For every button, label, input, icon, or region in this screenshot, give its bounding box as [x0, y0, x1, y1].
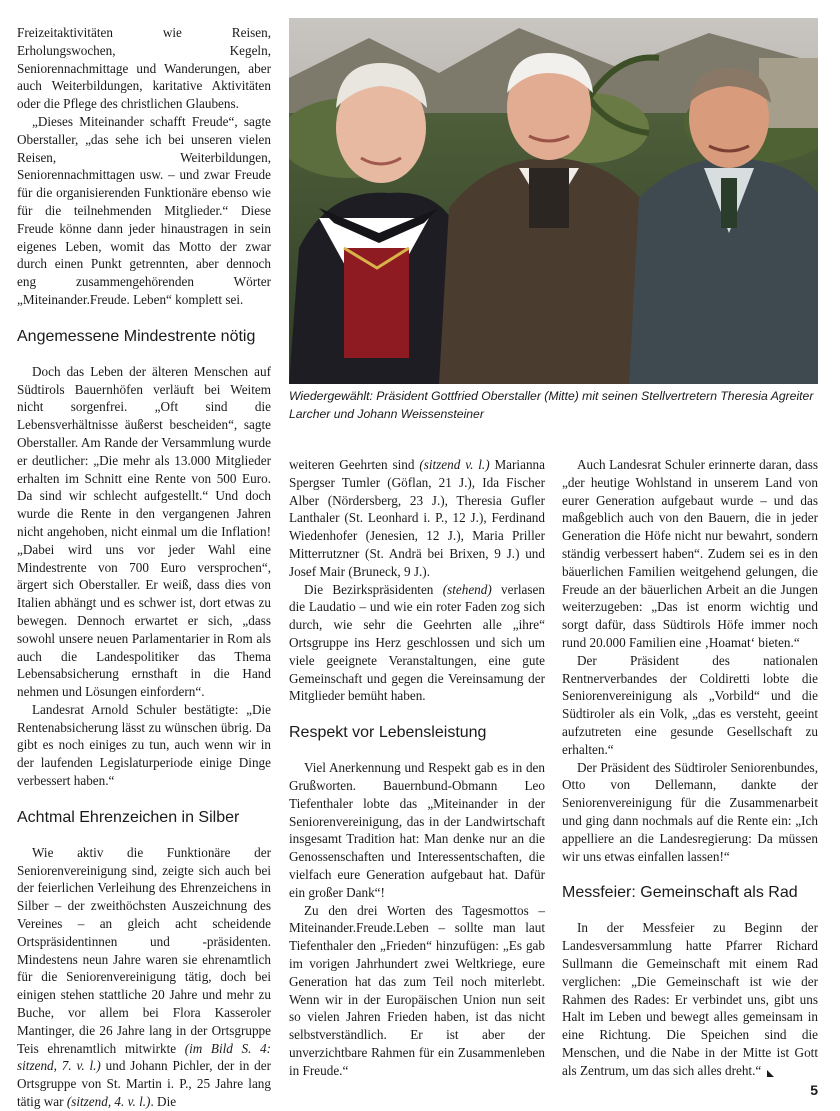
paragraph: Freizeitaktivitäten wie Reisen, Erholungswochen, Kegeln, Seniorennachmittage und Wanderungen, aber auch Weiterbildungen, karitative Aktivitäten oder die Pflege des christlichen Glaubens.: [17, 25, 271, 112]
paragraph: „Dieses Miteinander schafft Freude“, sagte Oberstaller, „das sehe ich bei unseren vielen Reisen, Weiterbildungen, Seniorennachmittagen usw. – und zwar Freude für die organisierenden Funktionäre ebenso wie für die teilnehmenden Mitglieder.“ Diese Freude könne dann jeder hinaustragen in sein eigenes Leben, womit das Motto der zwar durch einen Punkt getrennten, aber dennoch eng zusammengehörenden Wörter „Miteinander.Freude. Leben“ komplett sei.: [17, 113, 271, 307]
paragraph: [289, 456, 545, 581]
paragraph: Viel Anerkennung und Respekt gab es in den Grußworten. Bauernbund-Obmann Leo Tiefenthaler lobte das „Miteinander in der Seniorenvereinigung, das in der Landwirtschaft insgesamt Tradition hat: Man denke nur an die Genossenschaften und Interessentschaften, die vielfach eure Generation aufgebaut hat. Dafür ein großer Dank“!: [289, 760, 545, 900]
page-number: 5: [810, 1082, 818, 1098]
italic-run: (stehend): [442, 581, 492, 597]
text-run: weiteren Geehrten sind: [289, 457, 420, 472]
italic-run: (sitzend, 4. v. l.): [66, 1094, 151, 1110]
paragraph: Auch Landesrat Schuler erinnerte daran, dass „der heutige Wohlstand in unserem Land von eurer Generation aufgebaut wurde – und das maßgeblich auch von den Bauern, die in jeder Generation die Höfe nicht nur bewahrt, sondern ständig verbessert haben“. Zudem sei es in den bäuerlichen Familien weitgehend gelungen, die Freude an der bäuerlichen Arbeit an die Jungen weiterzugeben: „Das ist enorm wichtig und sorgt dafür, dass Südtirols Höfe immer noch rund 20.000 Familien eine ‚Hoamat‘ bieten.“: [562, 457, 818, 650]
section-heading: Messfeier: Gemeinschaft als Rad: [562, 884, 798, 902]
text-run: In der Messfeier zu Beginn der Landesversammlung hatte Pfarrer Richard Sullmann die Gemeinschaft mit einem Rad verglichen: „Die Gemeinschaft ist wie der Rahmen des Rades: Er verbindet uns, gibt uns Halt im Leben und bewegt alles gemeinsam in eine Richtung. Die Speichen sind die Menschen, und die Nabe in der Mitte ist Gott als Zentrum, um das sich alles dreht.“: [562, 920, 818, 1078]
paragraph: [562, 919, 818, 1079]
text-run: und Johann Pichler, der in der Ortsgruppe von St. Martin i. P., 25 Jahre lang tätig war: [17, 1058, 271, 1110]
article-photo: [289, 18, 818, 384]
section-heading: Angemessene Mindestrente nötig: [17, 327, 256, 345]
section-heading: Achtmal Ehrenzeichen in Silber: [17, 808, 240, 826]
paragraph: Doch das Leben der älteren Menschen auf Südtirols Bauernhöfen verläuft bei Weitem nicht sorgenfrei. „Oft sind die Lebensverhältnisse äußerst bescheiden“, sagte Oberstaller. Am Rande der Versammlung wurde er deutlicher: „Die mehr als 13.000 Mitglieder erhalten im Schnitt eine Rente von 500 Euro. Da sind wir schlecht aufgestellt.“ Und doch wurde die Rente in den vergangenen Jahren nicht angehoben, nicht einmal um die Inflation! „Dabei wird uns vor jeder Wahl eine Mindestrente von 700 Euro versprochen“, ärgert sich Oberstaller. Er weiß, dass dies von Italien abhängt und es schwer ist, dort etwas zu bewegen. Dennoch erwartet er sich, „dass sowohl unsere neuen Parlamentarier in Rom als auch die Landespolitiker das Thema Lebensabsicherung ernsthaft in die Hand nehmen und Lösungen einfordern“.: [17, 363, 271, 700]
column-3: [562, 456, 818, 1080]
photo-caption: Wiedergewählt: Präsident Gottfried Oberstaller (Mitte) mit seinen Stellvertretern Theresia Agreiter Larcher und Johann Weissensteiner: [289, 389, 814, 421]
paragraph: Zu den drei Worten des Tagesmottos – Miteinander.Freude.Leben – sollte man laut Tiefenthaler den „Frieden“ hinzufügen: „Es gab im vorigen Jahrhundert zwei Weltkriege, eure Generation hat das zum Teil noch miterlebt. Wenn wir in der Europäischen Union nun seit so vielen Jahren Frieden haben, ist das nicht selbstverständlich. Er ist aber der unverzichtbare Rahmen für ein Zusammenleben in Freude.“: [289, 902, 545, 1078]
paragraph: Der Präsident des Südtiroler Seniorenbundes, Otto von Dellemann, dankte der Seniorenvereinigung für die Zusammenarbeit und ging dann nochmals auf die Rente ein: „Ich appelliere an die Landesregierung: Da müssen wir uns etwas einfallen lassen!“: [562, 759, 818, 864]
text-run: Marianna Spergser Tumler (Göflan, 21 J.), Ida Fischer Alber (Nördersberg, 23 J.), Theresia Gufler Lanthaler (St. Leonhard i. P., 12 J.), Ferdinand Wiedenhofer (Jenesien, 12 J.), Maria Priller Mitterrutzner (St. Andrä bei Brixen, 9 J.) und Josef Mair (Bruneck, 9 J.).: [289, 457, 545, 579]
text-run: verlasen die Laudatio – und wie ein roter Faden zog sich durch, wie sehr die Geehrten alle „ihre“ Ortsgruppe ins Herz geschlossen und sich um viele geeignete Veranstaltungen, eine gute Gemeinschaft und gegen die Vereinsamung der Mitglieder bemüht haben.: [289, 581, 545, 704]
text-run: Die Bezirkspräsidenten: [304, 581, 443, 597]
end-of-article-icon: [767, 1070, 774, 1077]
section-heading: Respekt vor Lebensleistung: [289, 724, 487, 742]
column-1: [17, 24, 271, 1111]
paragraph: [289, 581, 545, 706]
paragraph: Der Präsident des nationalen Rentnerverbandes der Coldiretti lobte die Seniorenvereinigung als „Vorbild“ und die Südtiroler als ein Volk, „das es versteht, geeint aufzutreten eine gesunde Gesellschaft zu erhalten.“: [562, 652, 818, 757]
text-run: . Die: [150, 1094, 177, 1110]
italic-run: (sitzend v. l.): [419, 457, 490, 472]
column-2: [289, 456, 545, 1080]
paragraph: [17, 844, 271, 1111]
paragraph: Landesrat Arnold Schuler bestätigte: „Die Rentenabsicherung lässt zu wünschen übrig. Da gibt es noch einiges zu tun, auch wenn wir in der laufenden Legislaturperiode einige Dinge verbessert haben.“: [17, 701, 271, 789]
text-run: Wie aktiv die Funktionäre der Seniorenvereinigung sind, zeigte sich auch bei der feierlichen Verleihung des Ehrenzeichens in Silber – der zweithöchsten Auszeichnung des Vereines – an gleich acht scheidende Ortspräsidentinnen und -präsidenten. Mindestens neun Jahre waren sie ehrenamtlich für die Seniorenvereinigung tätig, doch bei einigen stehen stattliche 20 Jahre und mehr zu Buche, vor allem bei Flora Kasseroler Mantinger, die 26 Jahre lang in der Ortsgruppe Teis ehrenamtlich mitwirkte: [17, 844, 271, 1056]
photo-illustration: [289, 18, 818, 384]
italic-run: (im Bild S. 4: sitzend, 7. v. l.): [17, 1040, 271, 1074]
